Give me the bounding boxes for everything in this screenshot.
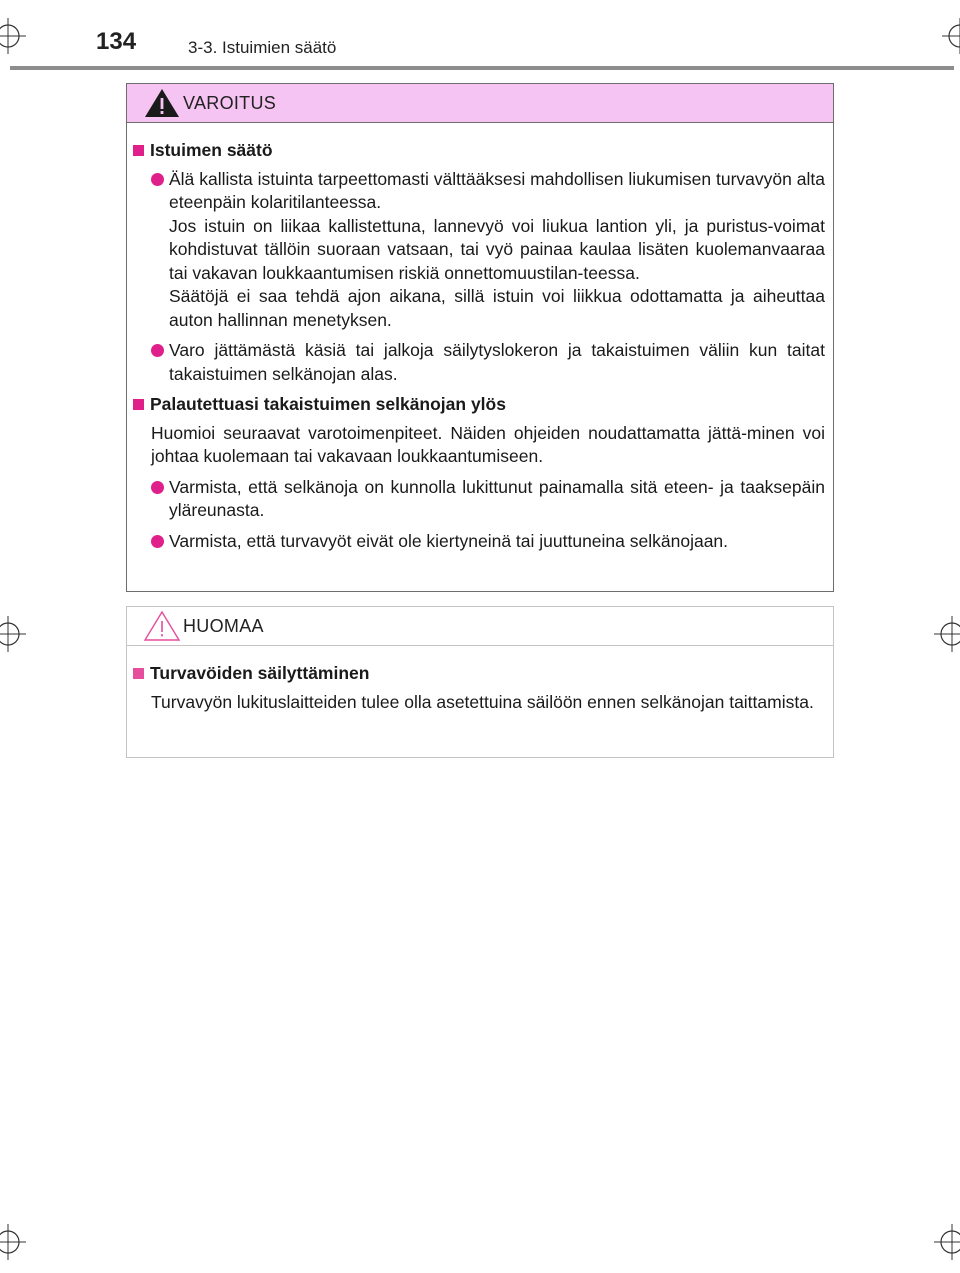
paragraph: Jos istuin on liikaa kallistettuna, lannevyö voi liukua lantion yli, ja puristus-voimat kohdistuvat tällöin suoraan vatsaan, tai vyö painaa kaulaa lisäten kuolemanvaaraa tai vakavan loukkaantumisen riskiä onnettomuustilan-teessa. bbox=[169, 215, 825, 283]
subheading bbox=[133, 139, 825, 163]
round-bullet-icon bbox=[151, 344, 164, 357]
warning-box bbox=[126, 83, 834, 592]
paragraph: Varo jättämästä käsiä tai jalkoja säilytyslokeron ja takaistuimen väliin kun taitat takaistuimen selkänojan alas. bbox=[169, 340, 825, 384]
registration-mark-icon bbox=[0, 1224, 26, 1260]
paragraph: Turvavyön lukituslaitteiden tulee olla asetettuina säilöön ennen selkänojan taittamista. bbox=[151, 691, 814, 712]
notice-box bbox=[126, 606, 834, 758]
warning-triangle-icon bbox=[143, 87, 181, 119]
page-number: 134 bbox=[96, 28, 137, 55]
caution-triangle-icon bbox=[143, 610, 181, 642]
list-item bbox=[133, 339, 825, 386]
paragraph: Varmista, että selkänoja on kunnolla lukittunut painamalla sitä eteen- ja taaksepäin yläreunasta. bbox=[169, 476, 825, 520]
paragraph: Varmista, että turvavyöt eivät ole kiertyneinä tai juuttuneina selkänojaan. bbox=[169, 530, 729, 551]
square-bullet-icon bbox=[133, 399, 144, 410]
section-title: 3-3. Istuimien säätö bbox=[188, 38, 337, 57]
header-rule bbox=[10, 66, 954, 70]
round-bullet-icon bbox=[151, 481, 164, 494]
subheading-text: Istuimen säätö bbox=[150, 140, 273, 160]
paragraph: Säätöjä ei saa tehdä ajon aikana, sillä istuin voi liikkua odottamatta ja aiheuttaa auton hallinnan menetyksen. bbox=[169, 286, 825, 330]
notice-label: HUOMAA bbox=[183, 616, 264, 636]
notice-body bbox=[127, 646, 833, 714]
page-header bbox=[0, 0, 960, 72]
warning-header bbox=[127, 84, 833, 123]
warning-body bbox=[127, 123, 833, 553]
subheading-text: Turvavöiden säilyttäminen bbox=[150, 663, 370, 683]
square-bullet-icon bbox=[133, 145, 144, 156]
warning-label: VAROITUS bbox=[183, 93, 277, 113]
registration-mark-icon bbox=[0, 616, 26, 652]
subheading bbox=[133, 393, 825, 417]
paragraph: Älä kallista istuinta tarpeettomasti välttääksesi mahdollisen liukumisen turvavyön alta eteenpäin kolaritilanteessa. bbox=[169, 168, 825, 212]
list-item bbox=[133, 530, 825, 554]
list-item bbox=[133, 168, 825, 333]
subheading-text: Palautettuasi takaistuimen selkänojan ylös bbox=[150, 394, 506, 414]
registration-mark-icon bbox=[934, 1224, 960, 1260]
paragraph: Huomioi seuraavat varotoimenpiteet. Näiden ohjeiden noudattamatta jättä-minen voi johtaa kuolemaan tai vakavaan loukkaantumiseen. bbox=[151, 422, 825, 466]
subheading bbox=[133, 662, 825, 686]
square-bullet-icon bbox=[133, 668, 144, 679]
notice-header bbox=[127, 607, 833, 646]
round-bullet-icon bbox=[151, 535, 164, 548]
round-bullet-icon bbox=[151, 173, 164, 186]
registration-mark-icon bbox=[934, 616, 960, 652]
list-item bbox=[133, 476, 825, 523]
